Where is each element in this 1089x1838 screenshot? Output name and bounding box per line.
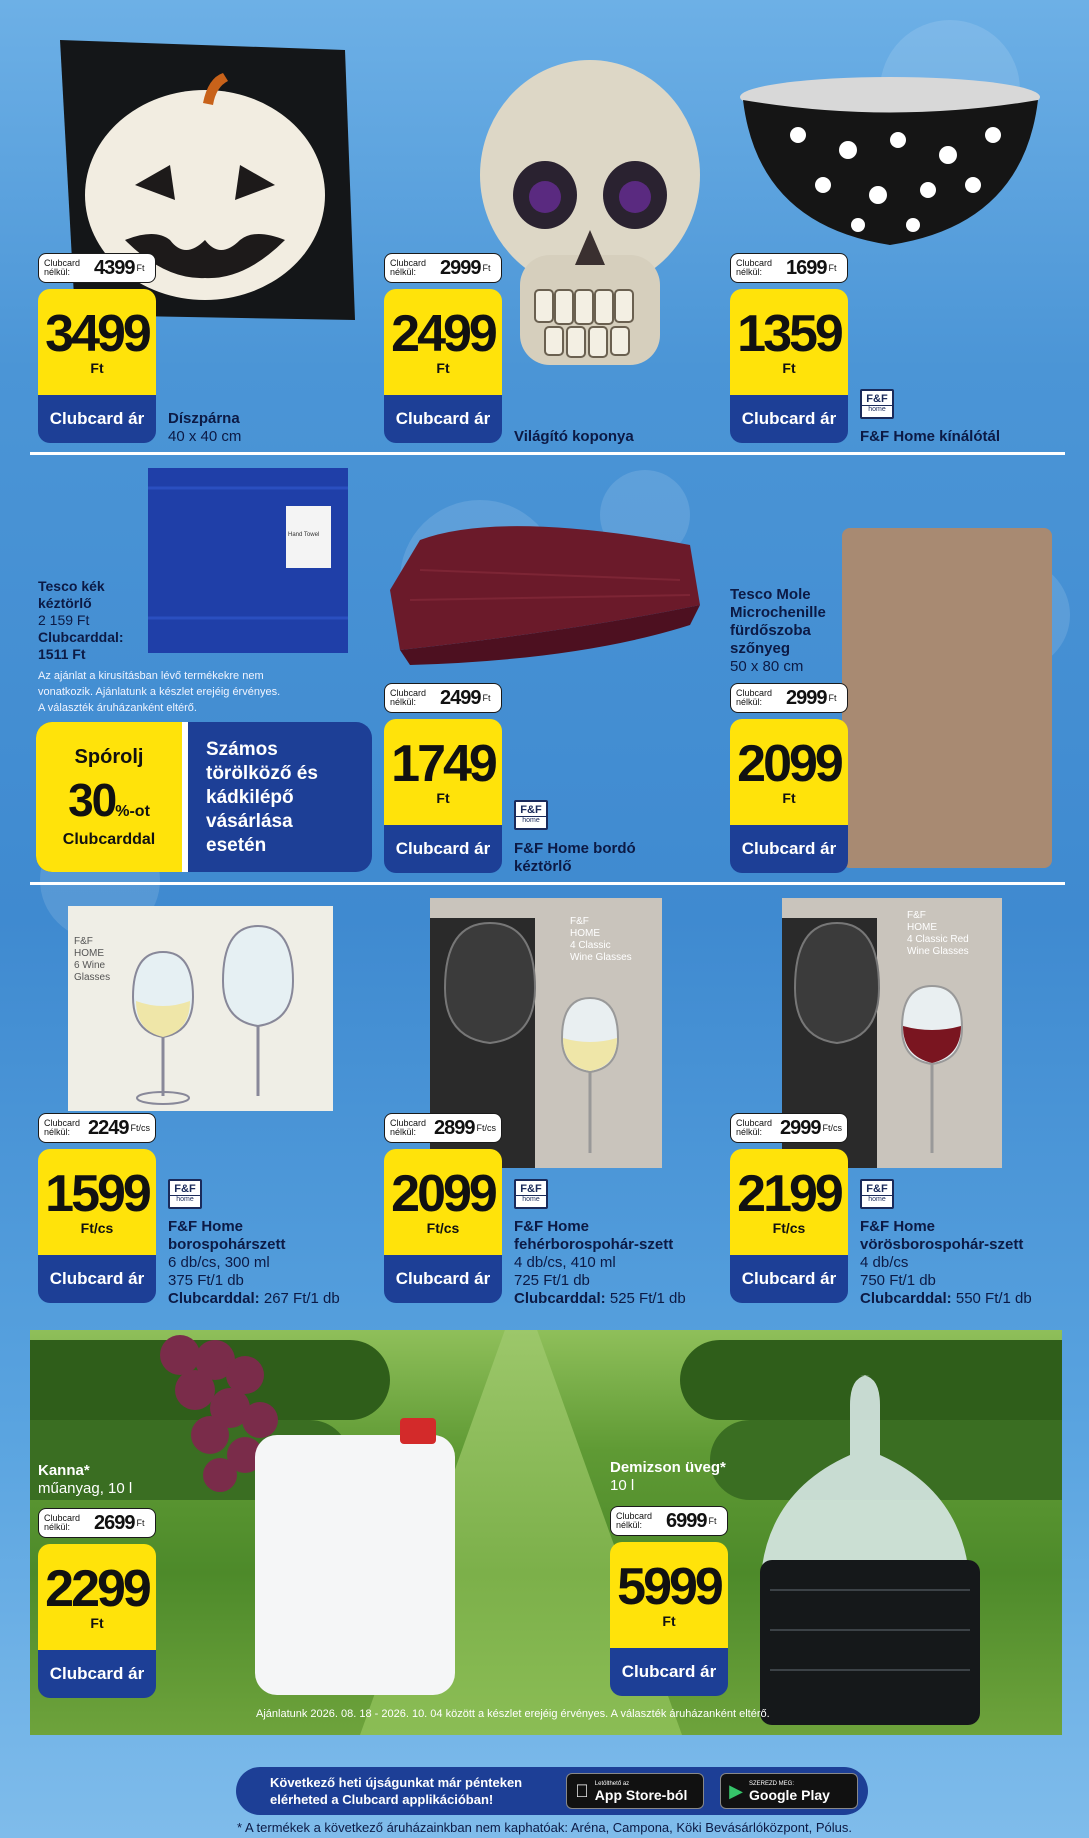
store-availability-footnote: * A termékek a következő áruházainkban nem kaphatóak: Aréna, Campona, Köki Bevásárlóközpont, Pólus. <box>237 1820 852 1835</box>
clubcard-price-box: 1359 Ft Clubcard ár <box>730 289 848 443</box>
skull-image <box>475 55 705 380</box>
product-description: F&F Home borospohárszett 6 db/cs, 300 ml 375 Ft/1 db Clubcarddal: 267 Ft/1 db <box>168 1218 340 1307</box>
price-value: 2199 <box>737 1165 841 1223</box>
clubcard-price-box: 2499 Ft Clubcard ár <box>384 289 502 443</box>
clubcard-price-box: 1749 Ft Clubcard ár <box>384 719 502 873</box>
clubcard-label: Clubcard ár <box>38 1255 156 1303</box>
google-play-button[interactable]: ▶ SZEREZD MEG: Google Play <box>720 1773 858 1809</box>
clubcard-label: Clubcard ár <box>38 395 156 443</box>
clubcard-price-box: 2099 Ft Clubcard ár <box>730 719 848 873</box>
price-value: 2499 <box>391 305 495 363</box>
product-description: Világító koponya <box>514 428 634 445</box>
product-description: Díszpárna 40 x 40 cm <box>168 410 242 445</box>
red-wine-glass-box-image: F&F HOME 4 Classic Red Wine Glasses <box>782 898 1002 1168</box>
product-description: Tesco Mole Microchenille fürdőszoba szőnyeg 50 x 80 cm <box>730 586 826 675</box>
clubcard-label: Clubcard ár <box>384 825 502 873</box>
towel-label-text: Hand Towel <box>288 532 320 538</box>
blue-towel-image <box>148 468 348 653</box>
product-description: F&F Home kínálótál <box>860 428 1001 445</box>
price-value: 1599 <box>45 1165 149 1223</box>
clubcard-price-box: 2099 Ft/cs Clubcard ár <box>384 1149 502 1303</box>
clubcard-price-box: 3499 Ft Clubcard ár <box>38 289 156 443</box>
regular-price-tag: Clubcard nélkül: 2999 Ft/cs <box>730 1113 848 1143</box>
burgundy-towel-image <box>380 500 710 670</box>
apple-icon <box>575 1781 589 1802</box>
bath-mat-image <box>842 528 1052 868</box>
towel-offer-note: Az ajánlat a kirusításban lévő termékekre nem vonatkozik. Ajánlatunk a készlet erejéig érvényes. A választék áruházanként eltérő. <box>38 670 281 714</box>
app-promo-bar: Következő heti újságunkat már pénteken elérheted a Clubcard applikációban! Letölthető az App Store-ból ▶ SZEREZD MEG: Google Play <box>236 1767 868 1815</box>
product-description: F&F Home bordó kéztörlő <box>514 840 636 875</box>
clubcard-label: Clubcard ár <box>730 1255 848 1303</box>
ghost-bowl-image <box>738 75 1043 250</box>
clubcard-label: Clubcard ár <box>384 395 502 443</box>
ff-home-logo: F&F home <box>860 389 894 419</box>
clubcard-label: Clubcard ár <box>38 1650 156 1698</box>
clubcard-label: Clubcard ár <box>384 1255 502 1303</box>
wine-glass-set-box-image: F&F HOME 6 Wine Glasses <box>68 906 333 1111</box>
clubcard-price-box: 2199 Ft/cs Clubcard ár <box>730 1149 848 1303</box>
price-value: 1749 <box>391 735 495 793</box>
discount-promo-box: Spórolj 30%-ot Clubcarddal Számos törölköző és kádkilépő vásárlása esetén <box>36 722 372 872</box>
regular-price-tag: Clubcard nélkül: 2699 Ft <box>38 1508 156 1538</box>
clubcard-label: Clubcard ár <box>730 395 848 443</box>
product-description: Demizson üveg* 10 l <box>610 1459 726 1494</box>
clubcard-label: Clubcard ár <box>730 825 848 873</box>
product-description: F&F Home vörösborospohár-szett 4 db/cs 750 Ft/1 db Clubcarddal: 550 Ft/1 db <box>860 1218 1032 1307</box>
app-store-button[interactable]: Letölthető az App Store-ból <box>566 1773 704 1809</box>
google-play-icon: ▶ <box>729 1780 743 1801</box>
product-description: Kanna* műanyag, 10 l <box>38 1462 133 1497</box>
price-value: 1359 <box>737 305 841 363</box>
white-wine-glass-box-image: F&F HOME 4 Classic Wine Glasses <box>430 898 662 1168</box>
regular-price-tag: Clubcard nélkül: 2999 Ft <box>384 253 502 283</box>
regular-price-tag: Clubcard nélkül: 6999 Ft <box>610 1506 728 1536</box>
regular-price-tag: Clubcard nélkül: 2249 Ft/cs <box>38 1113 156 1143</box>
regular-price-tag: Clubcard nélkül: 2999 Ft <box>730 683 848 713</box>
section-divider <box>30 882 1065 885</box>
clubcard-price-box: 5999 Ft Clubcard ár <box>610 1542 728 1696</box>
price-value: 2299 <box>45 1560 149 1618</box>
ff-home-logo: F&F home <box>860 1179 894 1209</box>
towel-offer-text: Tesco kék kéztörlő 2 159 Ft Clubcarddal: 1511 Ft <box>38 578 124 662</box>
clubcard-price-box: 2299 Ft Clubcard ár <box>38 1544 156 1698</box>
price-value: 3499 <box>45 305 149 363</box>
regular-price-tag: Clubcard nélkül: 2499 Ft <box>384 683 502 713</box>
price-value: 2099 <box>737 735 841 793</box>
section-divider <box>30 452 1065 455</box>
product-description: F&F Home fehérborospohár-szett 4 db/cs, 410 ml 725 Ft/1 db Clubcarddal: 525 Ft/1 db <box>514 1218 686 1307</box>
regular-price-tag: Clubcard nélkül: 2899 Ft/cs <box>384 1113 502 1143</box>
validity-note: Ajánlatunk 2026. 08. 18 - 2026. 10. 04 között a készlet erejéig érvényes. A választék áruházanként eltérő. <box>256 1708 770 1720</box>
ff-home-logo: F&F home <box>514 800 548 830</box>
clubcard-price-box: 1599 Ft/cs Clubcard ár <box>38 1149 156 1303</box>
price-value: 5999 <box>617 1558 721 1616</box>
price-value: 2099 <box>391 1165 495 1223</box>
ff-home-logo: F&F home <box>168 1179 202 1209</box>
ff-home-logo: F&F home <box>514 1179 548 1209</box>
regular-price-tag: Clubcard nélkül: 4399 Ft <box>38 253 156 283</box>
clubcard-label: Clubcard ár <box>610 1648 728 1696</box>
vineyard-scene <box>30 1330 1062 1735</box>
regular-price-tag: Clubcard nélkül: 1699 Ft <box>730 253 848 283</box>
